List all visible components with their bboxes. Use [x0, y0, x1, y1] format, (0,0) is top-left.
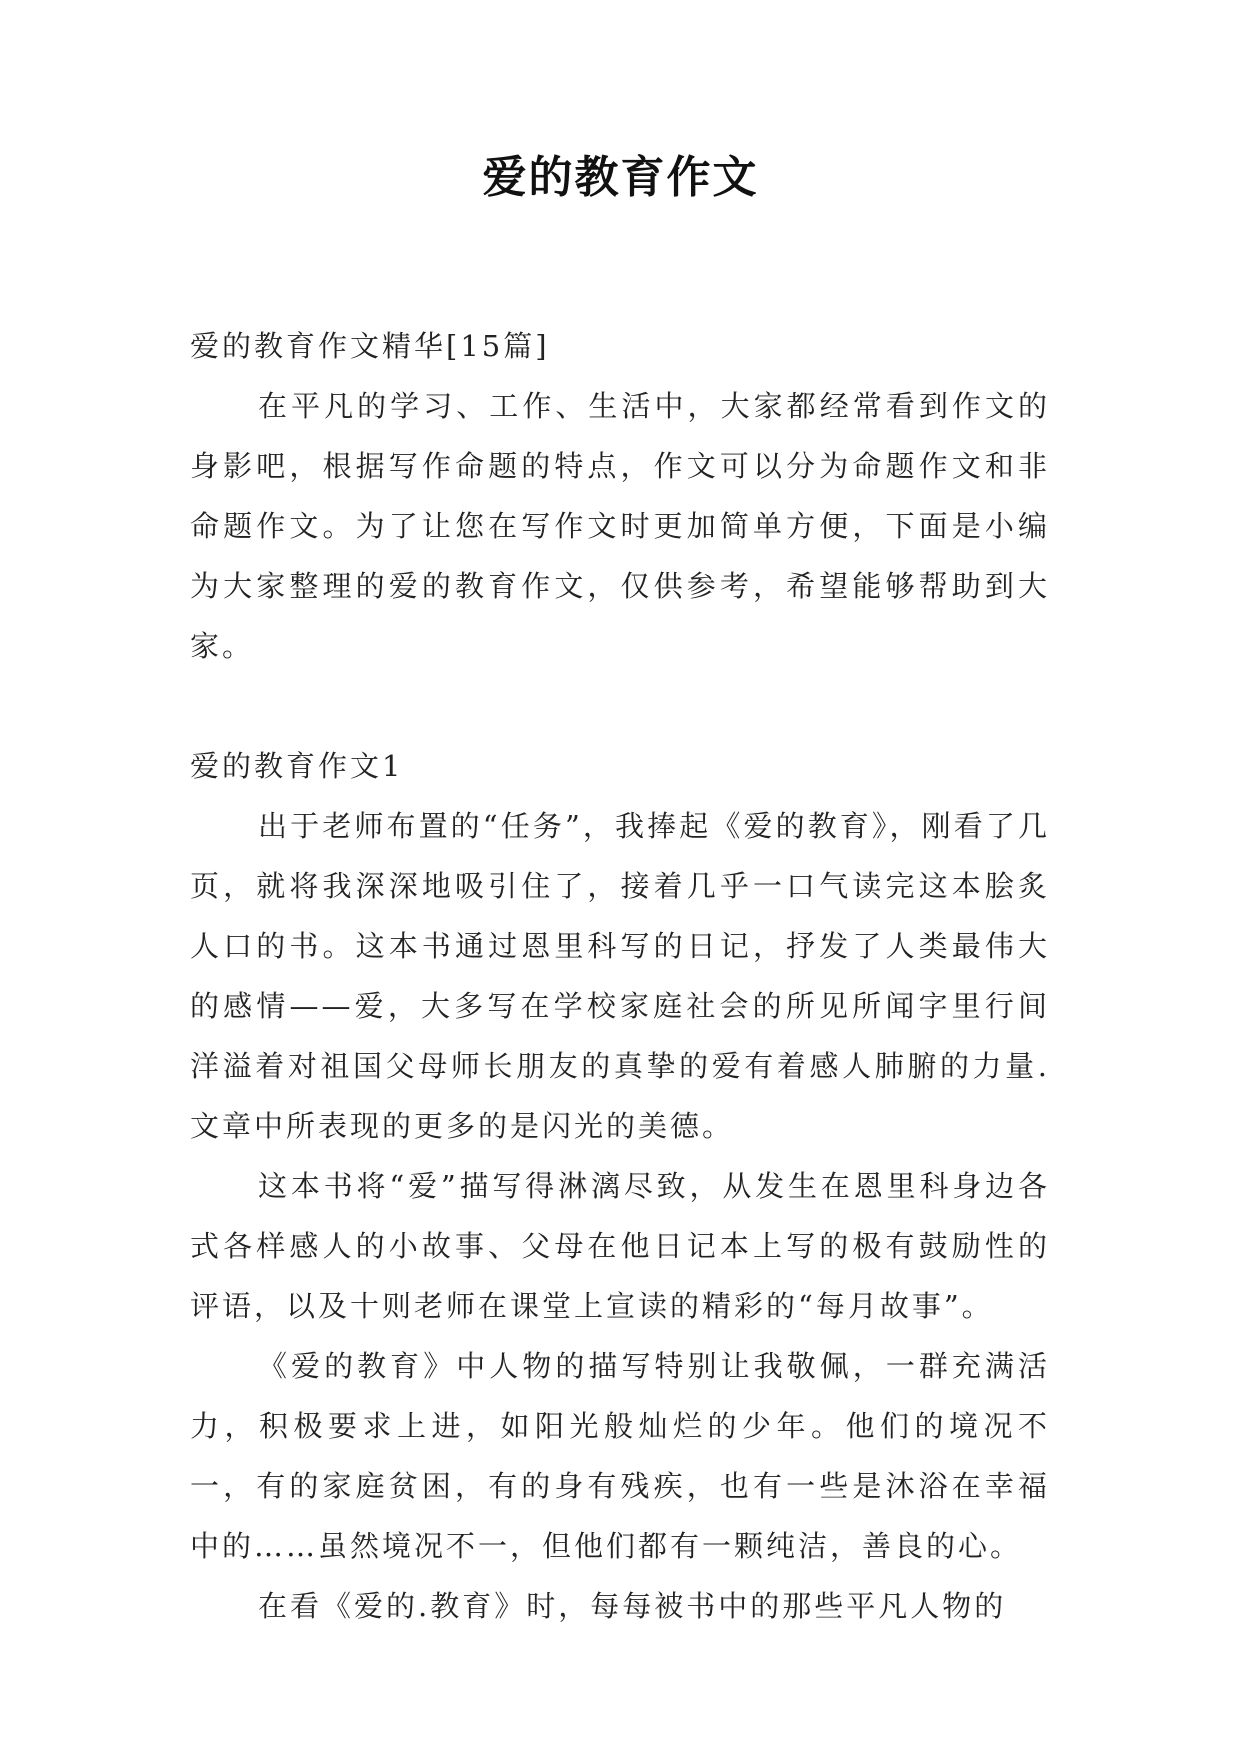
document-body — [190, 316, 1050, 1636]
body-paragraph: 出于老师布置的“任务”，我捧起《爱的教育》，刚看了几页，就将我深深地吸引住了，接着几乎一口气读完这本脍炙人口的书。这本书通过恩里科写的日记，抒发了人类最伟大的感情——爱，大多写在学校家庭社会的所见所闻字里行间洋溢着对祖国父母师长朋友的真挚的爱有着感人肺腑的力量.文章中所表现的更多的是闪光的美德。 — [190, 809, 1050, 1143]
body-paragraph: 在看《爱的.教育》时，每每被书中的那些平凡人物的 — [258, 1589, 1007, 1623]
intro-paragraph: 在平凡的学习、工作、生活中，大家都经常看到作文的身影吧，根据写作命题的特点，作文可以分为命题作文和非命题作文。为了让您在写作文时更加简单方便，下面是小编为大家整理的爱的教育作文，仅供参考，希望能够帮助到大家。 — [190, 389, 1050, 663]
section-heading: 爱的教育作文1 — [190, 749, 404, 783]
body-paragraph: 《爱的教育》中人物的描写特别让我敬佩，一群充满活力，积极要求上进，如阳光般灿烂的少年。他们的境况不一，有的家庭贫困，有的身有残疾，也有一些是沐浴在幸福中的……虽然境况不一，但他们都有一颗纯洁，善良的心。 — [190, 1349, 1050, 1563]
document-subtitle: 爱的教育作文精华[15篇] — [190, 329, 550, 363]
document-title: 爱的教育作文 — [482, 152, 759, 203]
body-paragraph: 这本书将“爱”描写得淋漓尽致，从发生在恩里科身边各式各样感人的小故事、父母在他日记本上写的极有鼓励性的评语，以及十则老师在课堂上宣读的精彩的“每月故事”。 — [190, 1169, 1050, 1323]
section-spacer — [190, 676, 1050, 736]
